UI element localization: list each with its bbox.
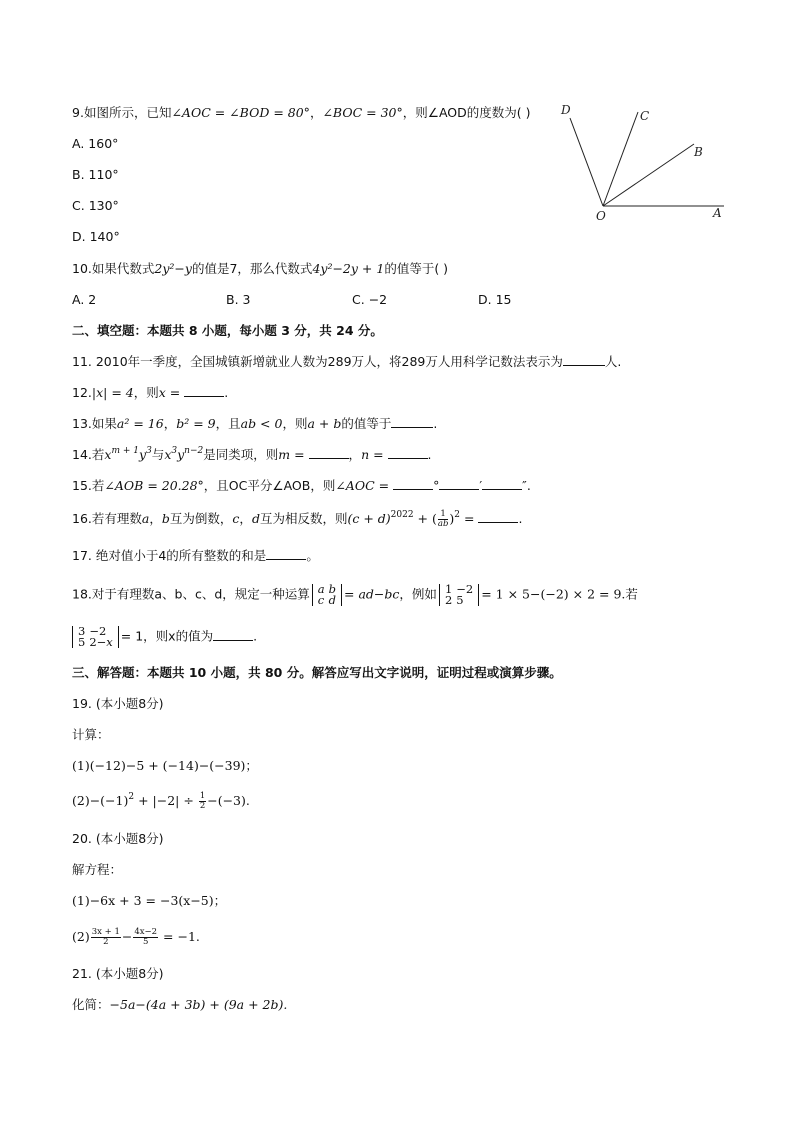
answer-blank[interactable] — [478, 510, 518, 523]
q13: 13.如果a² = 16，b² = 9，且ab < 0，则a + b的值等于 . — [72, 416, 438, 431]
q9-option-c: C. 130° — [72, 198, 119, 213]
ray-oc — [603, 112, 638, 206]
q9-stem: 9.如图所示，已知∠AOC = ∠BOD = 80°，∠BOC = 30°，则∠AOD的度数为( ) — [72, 105, 531, 120]
q20-prompt: 解方程： — [72, 862, 123, 877]
section-solve-heading: 三、解答题：本题共 10 小题，共 80 分。解答应写出文字说明，证明过程或演算步骤。 — [72, 665, 562, 680]
q10-stem: 10.如果代数式2y²−y的值是7，那么代数式4y²−2y + 1的值等于( ) — [72, 261, 449, 276]
q10-option-a: A. 2 — [72, 292, 97, 307]
determinant-example: 1 −2 2 5 — [439, 584, 479, 606]
answer-blank-min[interactable] — [439, 477, 479, 490]
angle-diagram — [556, 100, 736, 228]
q9-option-d: D. 140° — [72, 229, 120, 244]
q19-title: 19. (本小题8分) — [72, 696, 164, 711]
fraction-4x-minus-2-over-5: $\frac{4x-2}{5}$ — [134, 927, 158, 947]
answer-blank[interactable] — [266, 547, 306, 560]
q16: 16.若有理数a，b互为倒数，c，d互为相反数，则$(c + d)^{2022}$ + ( $\frac{1}{ab}$ )$^2$ = . — [72, 509, 523, 529]
q20-part2: (2) $\frac{3x + 1}{2}$ − $\frac{4x-2}{5}$ = −1. — [72, 927, 200, 947]
fraction-3x-plus-1-over-2: $\frac{3x + 1}{2}$ — [91, 927, 120, 947]
q10-option-c: C. −2 — [352, 292, 388, 307]
answer-blank-sec[interactable] — [482, 477, 522, 490]
ray-od — [570, 118, 603, 206]
ray-ob — [603, 144, 694, 206]
answer-blank[interactable] — [213, 628, 253, 641]
q21-body: 化简：−5a−(4a + 3b) + (9a + 2b). — [72, 997, 288, 1012]
q18-line1: 18.对于有理数a、b、c、d，规定一种运算 a b c d = ad−bc，例如 1 −2 2 5 = 1 × 5−(−2) × 2 = 9.若 — [72, 582, 638, 607]
fraction-1-over-ab: $\frac{1}{ab}$ — [437, 509, 449, 529]
q21-title: 21. (本小题8分) — [72, 966, 164, 981]
answer-blank-m[interactable] — [309, 446, 349, 459]
q18-line2: 3 −2 5 2−x = 1，则x的值为 . — [72, 626, 257, 648]
label-a: A — [713, 206, 722, 220]
answer-blank[interactable] — [184, 384, 224, 397]
q19-part2: $(2)-(-1)^2 + |-2|$ ÷ $\frac{1}{2}$ −(−3). — [72, 791, 250, 811]
q12: 12.|x| = 4，则x = . — [72, 385, 229, 400]
q10-option-b: B. 3 — [226, 292, 251, 307]
fraction-one-half: $\frac{1}{2}$ — [199, 791, 206, 811]
determinant-abcd: a b c d — [312, 584, 342, 606]
label-b: B — [694, 145, 703, 159]
label-o: O — [596, 209, 606, 223]
answer-blank[interactable] — [563, 353, 605, 366]
answer-blank-deg[interactable] — [393, 477, 433, 490]
determinant-question: 3 −2 5 2−x — [72, 626, 119, 648]
q20-title: 20. (本小题8分) — [72, 831, 164, 846]
answer-blank-n[interactable] — [388, 446, 428, 459]
q19-part1: (1)(−12)−5 + (−14)−(−39)； — [72, 758, 258, 773]
q11: 11. 2010年一季度，全国城镇新增就业人数为289万人，将289万人用科学记数法表示为 人. — [72, 354, 622, 369]
label-d: D — [561, 103, 571, 117]
q20-part1: (1)−6x + 3 = −3(x−5)； — [72, 893, 227, 908]
q19-prompt: 计算： — [72, 727, 110, 742]
answer-blank[interactable] — [391, 415, 433, 428]
section-fill-in-heading: 二、填空题：本题共 8 小题，每小题 3 分，共 24 分。 — [72, 323, 383, 338]
q17: 17. 绝对值小于4的所有整数的和是 。 — [72, 548, 319, 563]
q9-option-b: B. 110° — [72, 167, 119, 182]
q10-option-d: D. 15 — [478, 292, 512, 307]
q14: 14.若$x^{m + 1}y^3$与$x^3y^{n-2}$是同类项，则m = ，n = . — [72, 446, 432, 462]
q15: 15.若∠AOB = 20.28°，且OC平分∠AOB，则∠AOC = ° ′ ″. — [72, 478, 531, 493]
label-c: C — [640, 109, 650, 123]
q9-option-a: A. 160° — [72, 136, 119, 151]
